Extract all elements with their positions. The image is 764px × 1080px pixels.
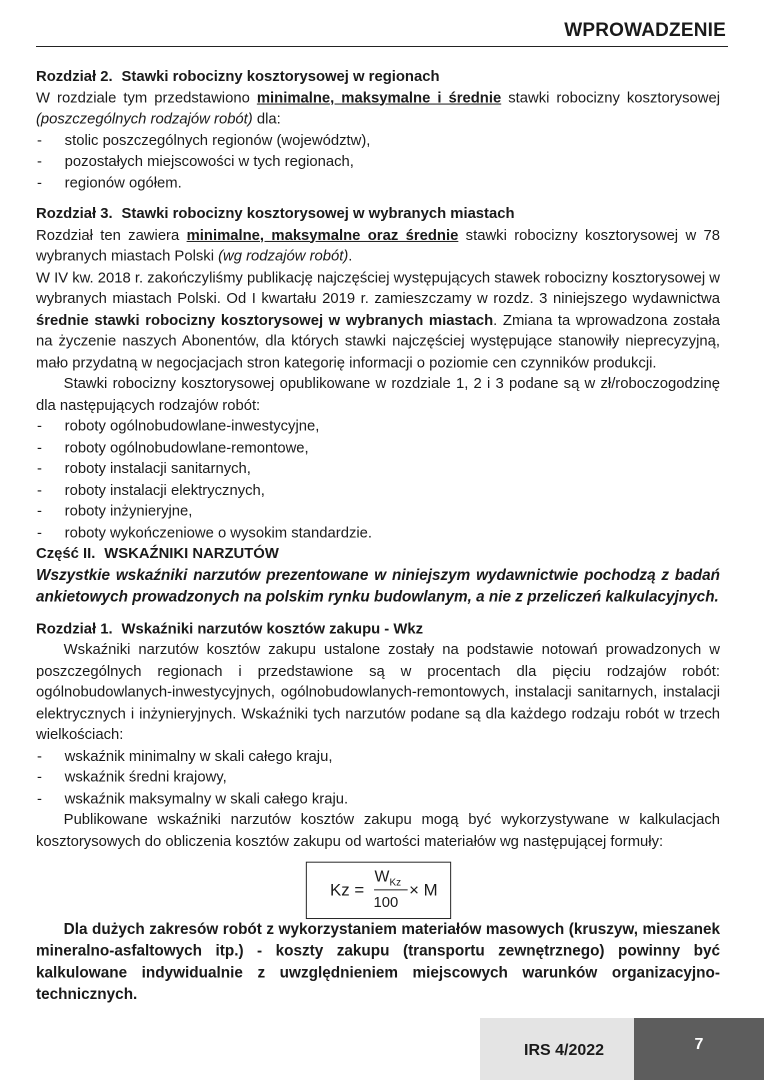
- formula-denominator: 100: [373, 894, 399, 912]
- text-run: dla:: [252, 110, 281, 128]
- text-run: Rozdział ten zawiera: [36, 226, 187, 244]
- header-rule: [36, 46, 728, 47]
- list-item: - wskaźnik minimalny w skali całego kraju,: [36, 746, 720, 767]
- page-number-box: [634, 1018, 764, 1080]
- chapter-1-paragraph-2: Publikowane wskaźniki narzutów kosztów zakupu mogą być wykorzystywane w kalkulacjach kosztorysowych do obliczenia kosztów zakupu od wartości materiałów wg następującej formuły:: [36, 811, 720, 850]
- formula-box: [305, 862, 450, 919]
- part-2-lead: Wszystkie wskaźniki narzutów prezentowane w niniejszym wydawnictwie pochodzą z badań ankietowych prowadzonych na polskim rynku budowlanym, a nie z przeliczeń kalkulacyjnych.: [36, 566, 720, 606]
- list-item: - wskaźnik maksymalny w skali całego kraju.: [36, 788, 720, 809]
- chapter-2-title: Stawki robocizny kosztorysowej w regionach: [121, 67, 440, 85]
- formula-numerator-subscript: Kz: [389, 877, 402, 889]
- list-item: - roboty ogólnobudowlane-inwestycyjne,: [36, 416, 720, 437]
- text-run: .: [348, 247, 353, 265]
- list-item: - regionów ogółem.: [36, 172, 720, 193]
- text-run: W rozdziale tym przedstawiono: [36, 89, 257, 107]
- bold-run: średnie stawki robocizny kosztorysowej w wybranych miastach: [36, 311, 494, 329]
- chapter-3-title: Stawki robocizny kosztorysowej w wybranych miastach: [121, 205, 515, 223]
- list-item: - roboty instalacji sanitarnych,: [36, 458, 720, 479]
- formula-lhs: Kz =: [330, 880, 365, 900]
- chapter-1-number: Rozdział 1.: [36, 620, 113, 637]
- formula-numerator-symbol: W: [374, 868, 390, 886]
- part-2-number: Część II.: [36, 545, 96, 563]
- chapter-3-paragraph-2: [36, 267, 720, 373]
- chapter-3-heading: [36, 203, 720, 224]
- chapter-3-list: [36, 416, 720, 544]
- list-item: - pozostałych miejscowości w tych regionach,: [36, 151, 720, 172]
- chapter-2-number: Rozdział 2.: [36, 67, 113, 85]
- italic-run: (poszczególnych rodzajów robót): [36, 110, 253, 128]
- part-2-title: WSKAŹNIKI NARZUTÓW: [104, 545, 279, 563]
- chapter-1-title: Wskaźniki narzutów kosztów zakupu - Wkz: [121, 620, 424, 637]
- chapter-3-paragraph-3: Stawki robocizny kosztorysowej opublikowane w rozdziale 1, 2 i 3 podane są w zł/roboczogodzinę dla następujących rodzajów robót:: [36, 375, 720, 414]
- list-item: - wskaźnik średni krajowy,: [36, 767, 720, 788]
- section-header-title: WPROWADZENIE: [564, 20, 726, 41]
- chapter-2-list: [36, 130, 720, 194]
- part-2-heading: [36, 543, 720, 564]
- chapter-3-paragraph-1: [36, 225, 720, 268]
- list-item: - roboty inżynieryjne,: [36, 501, 720, 522]
- italic-run: (wg rodzajów robót): [218, 247, 349, 265]
- list-item: - roboty ogólnobudowlane-remontowe,: [36, 437, 720, 458]
- emphasis-run: minimalne, maksymalne oraz średnie: [186, 226, 459, 244]
- text-run: stawki robocizny kosztorysowej: [501, 89, 720, 107]
- text-run: W IV kw. 2018 r. zakończyliśmy publikację najczęściej występujących stawek robocizny kosztorysowej w wybranych miastach Polski. Od I kwartału 2019 r. zamieszczamy w rozdz. 3 niniejszego wydawnictwa: [36, 269, 720, 308]
- chapter-1-paragraph-1: Wskaźniki narzutów kosztów zakupu ustalone zostały na podstawie notowań prowadzonych w poszczególnych regionach i przedstawione są w procentach dla pięciu rodzajów robót: ogólnobudowlanych-inwestycyjnych, ogólnobudowlanych-remontowych, instalacji sanitarnych, instalacji elektrycznych i inżynieryjnych. Wskaźniki tych narzutów podane są dla każdego rodzaju robót w trzech wielkościach:: [36, 641, 720, 744]
- fraction-bar: [374, 889, 408, 890]
- emphasis-run: minimalne, maksymalne i średnie: [256, 89, 502, 107]
- list-item: - stolic poszczególnych regionów (województw),: [36, 130, 720, 151]
- list-item: - roboty instalacji elektrycznych,: [36, 480, 720, 501]
- text-run: stawki robocizny kosztorysowej w 78 wybranych miastach Polski: [36, 226, 720, 265]
- formula-rhs: × M: [409, 880, 438, 900]
- list-item: - roboty wykończeniowe o wysokim standardzie.: [36, 522, 720, 543]
- page-content: [36, 66, 720, 1006]
- text-run: . Zmiana ta wprowadzona została na życzenie naszych Abonentów, dla których stawki najczęściej występujące stanowiły nieprecyzyjną, mało przydatną w negocjacjach stron kategorię informacji o poziomie cen czynników produkcji.: [36, 311, 720, 371]
- chapter-2-heading: [36, 66, 720, 87]
- chapter-1-list: [36, 746, 720, 810]
- publication-label: IRS 4/2022: [524, 1042, 605, 1059]
- chapter-2-paragraph: [36, 87, 720, 130]
- closing-note: Dla dużych zakresów robót z wykorzystaniem materiałów masowych (kruszyw, mieszanek mineralno-asfaltowych itp.) - koszty zakupu (transportu zewnętrznego) powinny być kalkulowane indywidualnie z uwzględnieniem miejscowych warunków organizacyjno-technicznych.: [36, 920, 720, 1004]
- chapter-3-number: Rozdział 3.: [36, 205, 113, 223]
- page-number: 7: [694, 1036, 704, 1053]
- chapter-1-heading: [36, 618, 720, 639]
